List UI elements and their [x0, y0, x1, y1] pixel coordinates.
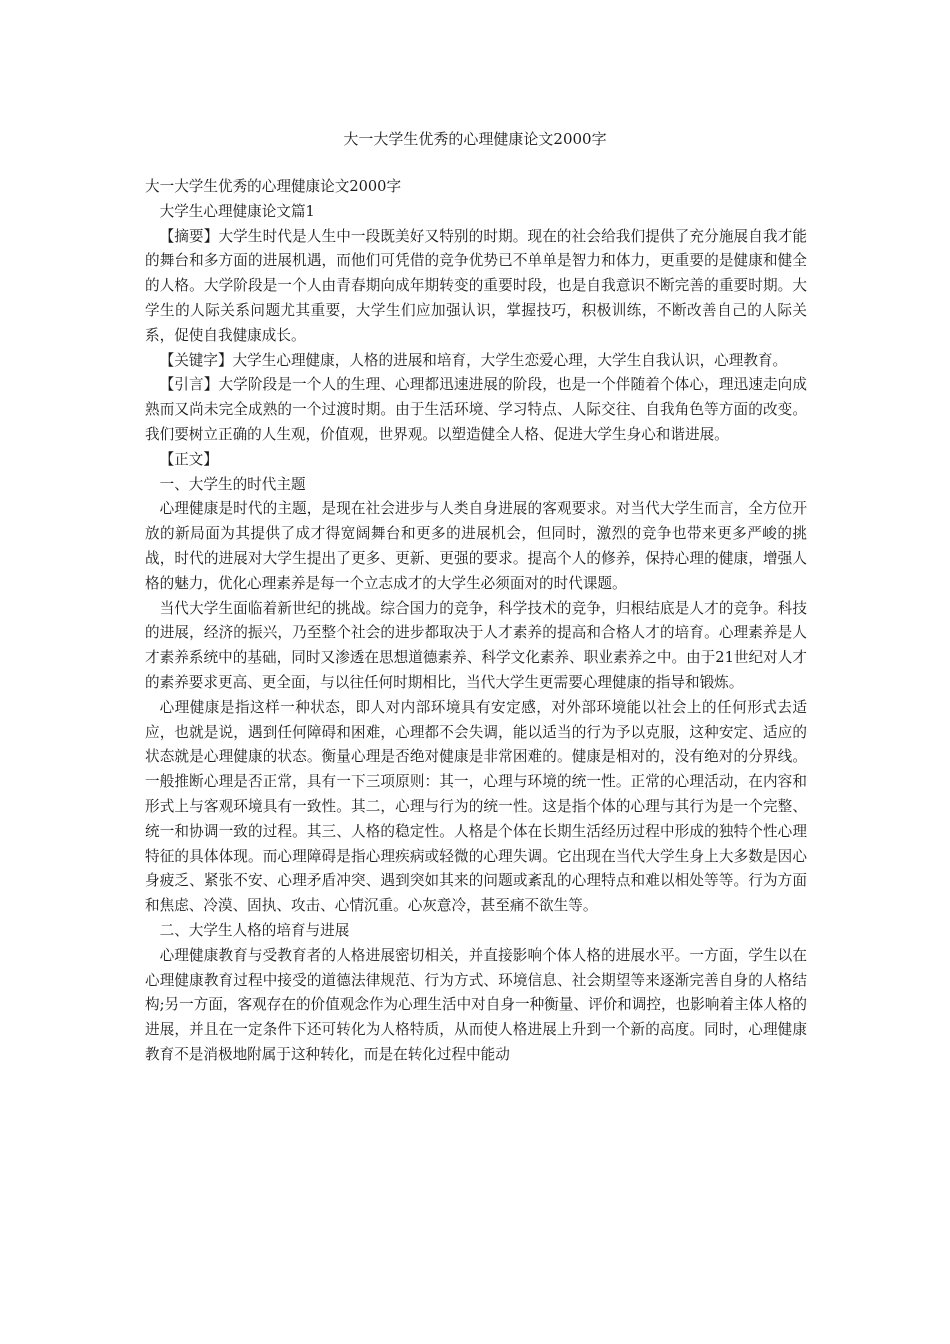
- body-paragraph: 一、大学生的时代主题: [159, 475, 306, 493]
- body-paragraph: 心理健康教育与受教育者的人格进展密切相关，并直接影响个体人格的进展水平。一方面，学生以在心理健康教育过程中接受的道德法律规范、行为方式、环境信息、社会期望等来逐渐完善自身的人格结构;另一方面，客观存在的价值观念作为心理生活中对自身一种衡量、评价和调控，也影响着主体人格的进展，并且在一定条件下还可转化为人格特质，从而使人格进展上升到一个新的高度。同时，心理健康教育不是消极地附属于这种转化，而是在转化过程中能动: [145, 946, 807, 1063]
- document-title: 大一大学生优秀的心理健康论文2000字: [343, 130, 607, 148]
- body-paragraph: 心理健康是指这样一种状态，即人对内部环境具有安定感，对外部环境能以社会上的任何形式去适应，也就是说，遇到任何障碍和困难，心理都不会失调，能以适当的行为予以克服，这种安定、适应的状态就是心理健康的状态。衡量心理是否绝对健康是非常困难的。健康是相对的，没有绝对的分界线。一般推断心理是否正常，具有一下三项原则：其一，心理与环境的统一性。正常的心理活动，在内容和形式上与客观环境具有一致性。其二，心理与行为的统一性。这是指个体的心理与其行为是一个完整、统一和协调一致的过程。其三、人格的稳定性。人格是个体在长期生活经历过程中形成的独特个性心理特征的具体体现。而心理障碍是指心理疾病或轻微的心理失调。它出现在当代大学生身上大多数是因心身疲乏、紧张不安、心理矛盾冲突、遇到突如其来的问题或紊乱的心理特点和难以相处等等。行为方面和焦虑、冷漠、固执、攻击、心情沉重。心灰意冷，甚至痛不欲生等。: [145, 698, 807, 915]
- body-paragraph: 当代大学生面临着新世纪的挑战。综合国力的竞争，科学技术的竞争，归根结底是人才的竞争。科技的进展，经济的振兴，乃至整个社会的进步都取决于人才素养的提高和合格人才的培育。心理素养是人才素养系统中的基础，同时又渗透在思想道德素养、科学文化素养、职业素养之中。由于21世纪对人才的素养要求更高、更全面，与以往任何时期相比，当代大学生更需要心理健康的指导和锻炼。: [145, 599, 807, 691]
- body-paragraph: 【关键字】大学生心理健康，人格的进展和培育，大学生恋爱心理，大学生自我认识，心理教育。: [159, 351, 788, 369]
- document-body: [145, 175, 807, 1068]
- body-paragraph: 大一大学生优秀的心理健康论文2000字: [145, 178, 402, 195]
- body-paragraph: 大学生心理健康论文篇1: [159, 202, 315, 220]
- body-paragraph: 【引言】大学阶段是一个人的生理、心理都迅速进展的阶段，也是一个伴随着个体心，理迅速走向成熟而又尚未完全成熟的一个过渡时期。由于生活环境、学习特点、人际交往、自我角色等方面的改变。我们要树立正确的人生观，价值观，世界观。以塑造健全人格、促进大学生身心和谐进展。: [145, 376, 807, 443]
- body-paragraph: 【摘要】大学生时代是人生中一段既美好又特别的时期。现在的社会给我们提供了充分施展自我才能的舞台和多方面的进展机遇，而他们可凭借的竞争优势已不单单是智力和体力，更重要的是健康和健全的人格。大学阶段是一个人由青春期向成年期转变的重要时段，也是自我意识不断完善的重要时期。大学生的人际关系问题尤其重要，大学生们应加强认识，掌握技巧，积极训练，不断改善自己的人际关系，促使自我健康成长。: [145, 227, 807, 344]
- body-paragraph: 心理健康是时代的主题，是现在社会进步与人类自身进展的客观要求。对当代大学生而言，全方位开放的新局面为其提供了成才得宽阔舞台和更多的进展机会，但同时，激烈的竞争也带来更多严峻的挑战，时代的进展对大学生提出了更多、更新、更强的要求。提高个人的修养，保持心理的健康，增强人格的魅力，优化心理素养是每一个立志成才的大学生必须面对的时代课题。: [145, 500, 807, 592]
- body-paragraph: 二、大学生人格的培育与进展: [159, 921, 350, 939]
- body-paragraph: 【正文】: [159, 450, 218, 468]
